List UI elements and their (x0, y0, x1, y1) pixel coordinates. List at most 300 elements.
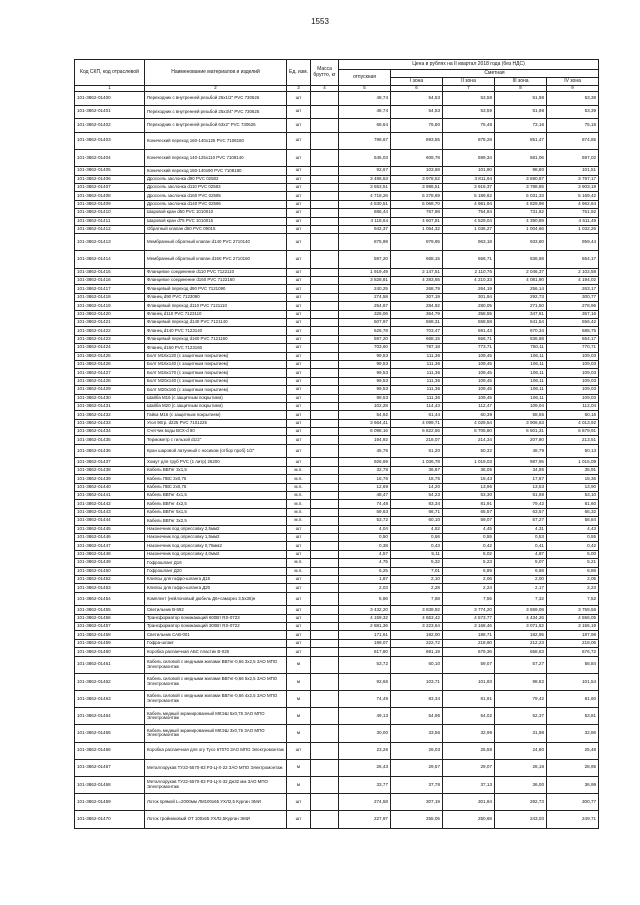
row-zone2-price: 754,84 (443, 209, 495, 217)
row-zone2-price: 558,58 (443, 319, 495, 327)
row-release-price: 92,66 (339, 673, 391, 690)
row-zone1-price: 4 607,81 (391, 217, 443, 225)
row-mass (311, 708, 339, 725)
table-row (75, 92, 599, 106)
row-code: 101-3862-01415 (75, 268, 145, 276)
row-zone3-price: 52,37 (495, 708, 547, 725)
row-code: 101-3862-01416 (75, 277, 145, 285)
row-mass (311, 293, 339, 301)
row-mass (311, 419, 339, 427)
table-row (75, 394, 599, 402)
row-code: 101-3862-01434 (75, 428, 145, 436)
row-name: Переходник с внутренней резьбой 25х3/4" PVC 730625 (145, 105, 287, 119)
row-mass (311, 691, 339, 708)
row-release-price: 16,76 (339, 475, 391, 483)
row-code: 101-3862-01450 (75, 567, 145, 575)
row-zone4-price: 357,16 (547, 310, 599, 318)
table-row (75, 794, 599, 811)
row-zone1-price: 3 223,64 (391, 623, 443, 631)
row-release-price: 240,25 (339, 285, 391, 293)
row-zone2-price: 7,55 (443, 592, 495, 606)
table-row (75, 466, 599, 474)
row-release-price: 33,77 (339, 776, 391, 793)
row-name: Наконечник под опрессовку 4,0мм2 (145, 550, 287, 558)
table-row (75, 360, 599, 368)
row-mass (311, 132, 339, 149)
row-zone1-price: 307,19 (391, 794, 443, 811)
row-zone2-price: 109,45 (443, 352, 495, 360)
row-code: 101-3862-01454 (75, 592, 145, 606)
row-zone1-price: 83,34 (391, 500, 443, 508)
row-zone4-price: 7,52 (547, 592, 599, 606)
row-mass (311, 483, 339, 491)
row-release-price: 597,20 (339, 251, 391, 268)
row-mass (311, 525, 339, 533)
row-name: Фланец d90 PVC 7123090 (145, 293, 287, 301)
row-release-price: 48,47 (339, 492, 391, 500)
row-mass (311, 394, 339, 402)
table-row (75, 132, 599, 149)
row-mass (311, 192, 339, 200)
row-release-price: 4,57 (339, 550, 391, 558)
row-zone2-price: 5,23 (443, 559, 495, 567)
row-zone3-price: 243,03 (495, 811, 547, 828)
row-release-price: 4 530,51 (339, 200, 391, 208)
row-zone1-price: 5 278,69 (391, 192, 443, 200)
row-zone2-price: 0,55 (443, 533, 495, 541)
table-row (75, 592, 599, 606)
row-code: 101-3862-01412 (75, 225, 145, 233)
row-release-price: 4 718,26 (339, 192, 391, 200)
table-row (75, 584, 599, 592)
row-code: 101-3862-01418 (75, 293, 145, 301)
row-zone1-price: 103,68 (391, 167, 443, 175)
row-release-price: 32,78 (339, 466, 391, 474)
row-zone4-price: 50,13 (547, 444, 599, 458)
table-row (75, 623, 599, 631)
row-zone3-price: 0,53 (495, 533, 547, 541)
row-mass (311, 352, 339, 360)
row-unit: м.п. (287, 500, 311, 508)
row-name: Шаровой кран d75 PVC 1010015 (145, 217, 287, 225)
row-mass (311, 251, 339, 268)
row-code: 101-3862-01417 (75, 285, 145, 293)
row-name: Болт М16х140 (с защитным покрытием) (145, 360, 287, 368)
row-zone2-price: 109,45 (443, 360, 495, 368)
row-zone2-price: 280,05 (443, 302, 495, 310)
table-row (75, 517, 599, 525)
row-zone1-price: 255,05 (391, 811, 443, 828)
row-name: Кран шаровой латунный с носиком (отбор проб) 1/2" (145, 444, 287, 458)
row-zone2-price: 53,59 (443, 105, 495, 119)
row-zone2-price: 301,94 (443, 794, 495, 811)
row-zone3-price: 63,57 (495, 508, 547, 516)
row-name: Гайка М16 (с защитным покрытием) (145, 411, 287, 419)
row-zone2-price: 81,91 (443, 500, 495, 508)
row-zone2-price: 6,89 (443, 567, 495, 575)
table-row (75, 175, 599, 183)
row-zone4-price: 278,96 (547, 302, 599, 310)
row-zone1-price: 114,43 (391, 402, 443, 410)
row-unit: шт (287, 533, 311, 541)
row-unit: м.п. (287, 508, 311, 516)
row-zone1-price: 691,19 (391, 648, 443, 656)
row-code: 101-3862-01439 (75, 475, 145, 483)
row-code: 101-3862-01444 (75, 517, 145, 525)
row-release-price: 99,53 (339, 394, 391, 402)
row-zone4-price: 35,91 (547, 466, 599, 474)
row-zone3-price: 292,73 (495, 794, 547, 811)
row-zone4-price: 187,98 (547, 631, 599, 639)
row-zone1-price: 33,56 (391, 725, 443, 742)
row-release-price: 53,72 (339, 656, 391, 673)
row-zone3-price: 106,11 (495, 352, 547, 360)
row-release-price: 4 118,64 (339, 217, 391, 225)
row-mass (311, 648, 339, 656)
row-zone3-price: 1 004,66 (495, 225, 547, 233)
row-zone4-price: 28,95 (547, 759, 599, 776)
row-name: Дроссель заслонка d90 PVC 02582 (145, 175, 287, 183)
row-release-price: 4 159,32 (339, 614, 391, 622)
row-release-price: 194,92 (339, 436, 391, 444)
row-mass (311, 575, 339, 583)
row-name: Кабель ВВГнг 3х1,5 (145, 466, 287, 474)
row-release-price: 99,53 (339, 369, 391, 377)
row-zone2-price: 36,05 (443, 466, 495, 474)
table-row (75, 268, 599, 276)
table-row (75, 550, 599, 558)
row-zone4-price: 218,06 (547, 639, 599, 647)
row-zone4-price: 1 032,26 (547, 225, 599, 233)
row-zone2-price: 0,42 (443, 542, 495, 550)
row-unit: шт (287, 310, 311, 318)
row-zone3-price: 34,95 (495, 466, 547, 474)
row-zone2-price: 2 110,76 (443, 268, 495, 276)
row-zone2-price: 53,59 (443, 92, 495, 106)
table-row (75, 542, 599, 550)
row-name: Болт М16х170 (с защитным покрытием) (145, 369, 287, 377)
row-code: 101-3862-01456 (75, 614, 145, 622)
row-code: 101-3862-01467 (75, 759, 145, 776)
table-row (75, 559, 599, 567)
row-zone2-price: 1 019,03 (443, 458, 495, 466)
row-zone2-price: 4 210,33 (443, 277, 495, 285)
row-zone2-price: 109,45 (443, 394, 495, 402)
row-zone2-price: 4 573,77 (443, 614, 495, 622)
table-row (75, 458, 599, 466)
row-mass (311, 119, 339, 133)
row-name: Счетчик воды ВСХ-d 80 (145, 428, 287, 436)
row-zone3-price: 347,61 (495, 310, 547, 318)
row-mass (311, 542, 339, 550)
row-mass (311, 285, 339, 293)
row-code: 101-3862-01431 (75, 402, 145, 410)
row-mass (311, 592, 339, 606)
header-code: Код СКП, код отраслевой (75, 60, 145, 86)
row-mass (311, 436, 339, 444)
row-unit: шт (287, 458, 311, 466)
row-unit: шт (287, 175, 311, 183)
row-zone3-price: 670,34 (495, 327, 547, 335)
row-zone3-price: 106,11 (495, 369, 547, 377)
table-row (75, 567, 599, 575)
col-index: 9 (547, 86, 599, 92)
table-row (75, 411, 599, 419)
row-mass (311, 360, 339, 368)
table-row (75, 483, 599, 491)
row-zone2-price: 50,32 (443, 444, 495, 458)
row-zone3-price: 6,68 (495, 567, 547, 575)
row-zone1-price: 66,71 (391, 508, 443, 516)
table-row (75, 344, 599, 352)
row-zone4-price: 0,55 (547, 533, 599, 541)
row-unit: м.п. (287, 559, 311, 567)
row-zone4-price: 58,84 (547, 656, 599, 673)
row-name: Обратный клапан d50 PVC 09015 (145, 225, 287, 233)
row-zone3-price: 98,80 (495, 167, 547, 175)
row-zone2-price: 214,34 (443, 436, 495, 444)
col-index: 1 (75, 86, 145, 92)
row-release-price: 1,87 (339, 575, 391, 583)
row-zone3-price: 4 829,98 (495, 200, 547, 208)
row-zone1-price: 307,19 (391, 293, 443, 301)
row-code: 101-3862-01425 (75, 352, 145, 360)
table-row (75, 508, 599, 516)
row-zone1-price: 668,15 (391, 251, 443, 268)
row-unit: шт (287, 344, 311, 352)
row-mass (311, 742, 339, 759)
row-zone3-price: 2,17 (495, 584, 547, 592)
row-unit: шт (287, 192, 311, 200)
row-release-price: 6,25 (339, 567, 391, 575)
row-zone3-price: 106,11 (495, 360, 547, 368)
row-release-price: 6,86 (339, 592, 391, 606)
row-unit: м.п. (287, 492, 311, 500)
row-zone1-price: 51,20 (391, 444, 443, 458)
table-row (75, 436, 599, 444)
row-zone3-price: 292,73 (495, 293, 547, 301)
row-name: Гофрошланг Д16 (145, 559, 287, 567)
row-unit: шт (287, 623, 311, 631)
row-zone4-price: 53,10 (547, 492, 599, 500)
row-name: Угол 90гр. d225 PVC 7101225 (145, 419, 287, 427)
row-name: Светильник САВ-001 (145, 631, 287, 639)
row-mass (311, 386, 339, 394)
row-zone1-price: 60,10 (391, 517, 443, 525)
row-zone3-price: 5 031,33 (495, 192, 547, 200)
row-name: Фланец d160 PVC 7123160 (145, 344, 287, 352)
row-zone1-price: 568,31 (391, 319, 443, 327)
row-zone3-price: 2,00 (495, 575, 547, 583)
row-unit: шт (287, 119, 311, 133)
row-zone1-price: 767,98 (391, 209, 443, 217)
row-code: 101-3862-01459 (75, 639, 145, 647)
row-code: 101-3862-01413 (75, 234, 145, 251)
row-release-price: 54,92 (339, 411, 391, 419)
row-unit: шт (287, 277, 311, 285)
row-name: Дроссель заслонка d160 PVC 02585 (145, 192, 287, 200)
row-unit: шт (287, 268, 311, 276)
row-release-price: 942,37 (339, 225, 391, 233)
row-unit: шт (287, 648, 311, 656)
row-zone1-price: 2,28 (391, 584, 443, 592)
row-unit: шт (287, 234, 311, 251)
row-name: Лоток тройниковый ОТ 100х65 УХЛ2,5Курган ЭМИ (145, 811, 287, 828)
row-name: Кабель ПВС 3х0,75 (145, 475, 287, 483)
row-zone3-price: 98,82 (495, 673, 547, 690)
row-mass (311, 183, 339, 191)
row-release-price: 4,75 (339, 559, 391, 567)
row-mass (311, 277, 339, 285)
header-estimate: Сметная (391, 70, 599, 78)
col-index: 2 (145, 86, 287, 92)
row-code: 101-3862-01414 (75, 251, 145, 268)
table-row (75, 352, 599, 360)
row-zone2-price: 59,07 (443, 656, 495, 673)
header-name: Наименование материалов и изделий (145, 60, 287, 86)
row-zone1-price: 111,36 (391, 360, 443, 368)
row-mass (311, 550, 339, 558)
row-zone4-price: 4 511,49 (547, 217, 599, 225)
row-release-price: 74,48 (339, 500, 391, 508)
row-code: 101-3862-01437 (75, 458, 145, 466)
row-release-price: 4,04 (339, 525, 391, 533)
row-zone4-price: 556,42 (547, 319, 599, 327)
row-mass (311, 167, 339, 175)
row-mass (311, 302, 339, 310)
table-row (75, 105, 599, 119)
row-unit: шт (287, 167, 311, 175)
row-name: Кабель ВВГнг 3х2,5 (145, 517, 287, 525)
row-zone1-price: 979,95 (391, 234, 443, 251)
header-unit: Ед. изм. (287, 60, 311, 86)
row-zone4-price: 4 194,02 (547, 277, 599, 285)
row-mass (311, 402, 339, 410)
row-name: Конический переход 160-140х90 PVC 7108180 (145, 167, 287, 175)
row-zone1-price: 26,03 (391, 742, 443, 759)
row-zone1-price: 7,01 (391, 567, 443, 575)
table-row (75, 310, 599, 318)
row-zone1-price: 54,23 (391, 492, 443, 500)
row-zone3-price: 658,63 (495, 648, 547, 656)
row-mass (311, 225, 339, 233)
table-row (75, 277, 599, 285)
row-code: 101-3862-01421 (75, 319, 145, 327)
row-zone1-price: 3 986,51 (391, 183, 443, 191)
row-zone4-price: 109,03 (547, 394, 599, 402)
row-unit: шт (287, 132, 311, 149)
row-unit: шт (287, 436, 311, 444)
row-code: 101-3862-01406 (75, 175, 145, 183)
row-mass (311, 656, 339, 673)
row-unit: шт (287, 631, 311, 639)
row-release-price: 617,80 (339, 648, 391, 656)
row-zone1-price: 4,52 (391, 525, 443, 533)
table-row (75, 725, 599, 742)
row-zone1-price: 364,79 (391, 310, 443, 318)
table-row (75, 234, 599, 251)
row-release-price: 274,58 (339, 794, 391, 811)
row-release-price: 3 664,41 (339, 419, 391, 427)
row-unit: шт (287, 377, 311, 385)
table-row (75, 500, 599, 508)
row-name: Кабель силовой с медными жилами ВВГнг-0,66 4х2,5 ЗАО МПО Электромонтаж (145, 691, 287, 708)
row-mass (311, 623, 339, 631)
row-mass (311, 377, 339, 385)
row-zone3-price: 79,42 (495, 691, 547, 708)
row-mass (311, 614, 339, 622)
row-zone3-price: 0,41 (495, 542, 547, 550)
table-row (75, 811, 599, 828)
table-row (75, 673, 599, 690)
row-code: 101-3862-01423 (75, 335, 145, 343)
row-code: 101-3862-01426 (75, 360, 145, 368)
row-zone1-price: 18,75 (391, 475, 443, 483)
row-zone2-price: 599,34 (443, 149, 495, 166)
row-code: 101-3862-01468 (75, 776, 145, 793)
row-zone2-price: 250,68 (443, 811, 495, 828)
row-unit: шт (287, 217, 311, 225)
row-zone4-price: 3 156,19 (547, 623, 599, 631)
row-zone1-price: 192,00 (391, 631, 443, 639)
row-code: 101-3862-01466 (75, 742, 145, 759)
row-unit: шт (287, 419, 311, 427)
row-code: 101-3862-01430 (75, 394, 145, 402)
row-release-price: 53,72 (339, 517, 391, 525)
row-zone1-price: 111,36 (391, 369, 443, 377)
row-zone3-price: 106,11 (495, 394, 547, 402)
row-name: Гофрошланг Д20 (145, 567, 287, 575)
row-release-price: 274,58 (339, 293, 391, 301)
header-zone4: IV зона (547, 78, 599, 86)
row-unit: м (287, 673, 311, 690)
col-index: 3 (287, 86, 311, 92)
row-release-price: 597,20 (339, 335, 391, 343)
row-code: 101-3862-01436 (75, 444, 145, 458)
row-mass (311, 631, 339, 639)
row-name: Шайба М16 (с защитным покрытием) (145, 394, 287, 402)
row-unit: м (287, 708, 311, 725)
row-code: 101-3862-01419 (75, 302, 145, 310)
row-zone1-price: 222,72 (391, 639, 443, 647)
row-zone1-price: 2,10 (391, 575, 443, 583)
row-zone3-price: 3 906,63 (495, 419, 547, 427)
row-code: 101-3862-01445 (75, 525, 145, 533)
row-release-price: 3 553,51 (339, 183, 391, 191)
row-release-price: 926,69 (339, 458, 391, 466)
row-zone2-price: 656,71 (443, 335, 495, 343)
row-zone3-price: 4,31 (495, 525, 547, 533)
row-zone4-price: 751,92 (547, 209, 599, 217)
row-zone2-price: 109,45 (443, 386, 495, 394)
row-zone1-price: 3 839,92 (391, 606, 443, 614)
row-zone1-price: 54,96 (391, 708, 443, 725)
row-zone1-price: 111,36 (391, 386, 443, 394)
row-name: Фланцевое соединение d110 PVC 7122110 (145, 268, 287, 276)
row-release-price: 254,67 (339, 302, 391, 310)
row-zone3-price: 36,00 (495, 776, 547, 793)
row-unit: шт (287, 592, 311, 606)
row-code: 101-3862-01465 (75, 725, 145, 742)
header-zone3: III зона (495, 78, 547, 86)
row-release-price: 23,26 (339, 742, 391, 759)
row-name: Клипсы для гофро-шланга Д16 (145, 575, 287, 583)
row-mass (311, 319, 339, 327)
row-code: 101-3862-01400 (75, 92, 145, 106)
row-name: Комплект (нейлоновый дюбель Д6+саморез 3,5х35)н (145, 592, 287, 606)
row-name: Фланец d140 PVC 7123140 (145, 327, 287, 335)
row-zone1-price: 609,78 (391, 149, 443, 166)
